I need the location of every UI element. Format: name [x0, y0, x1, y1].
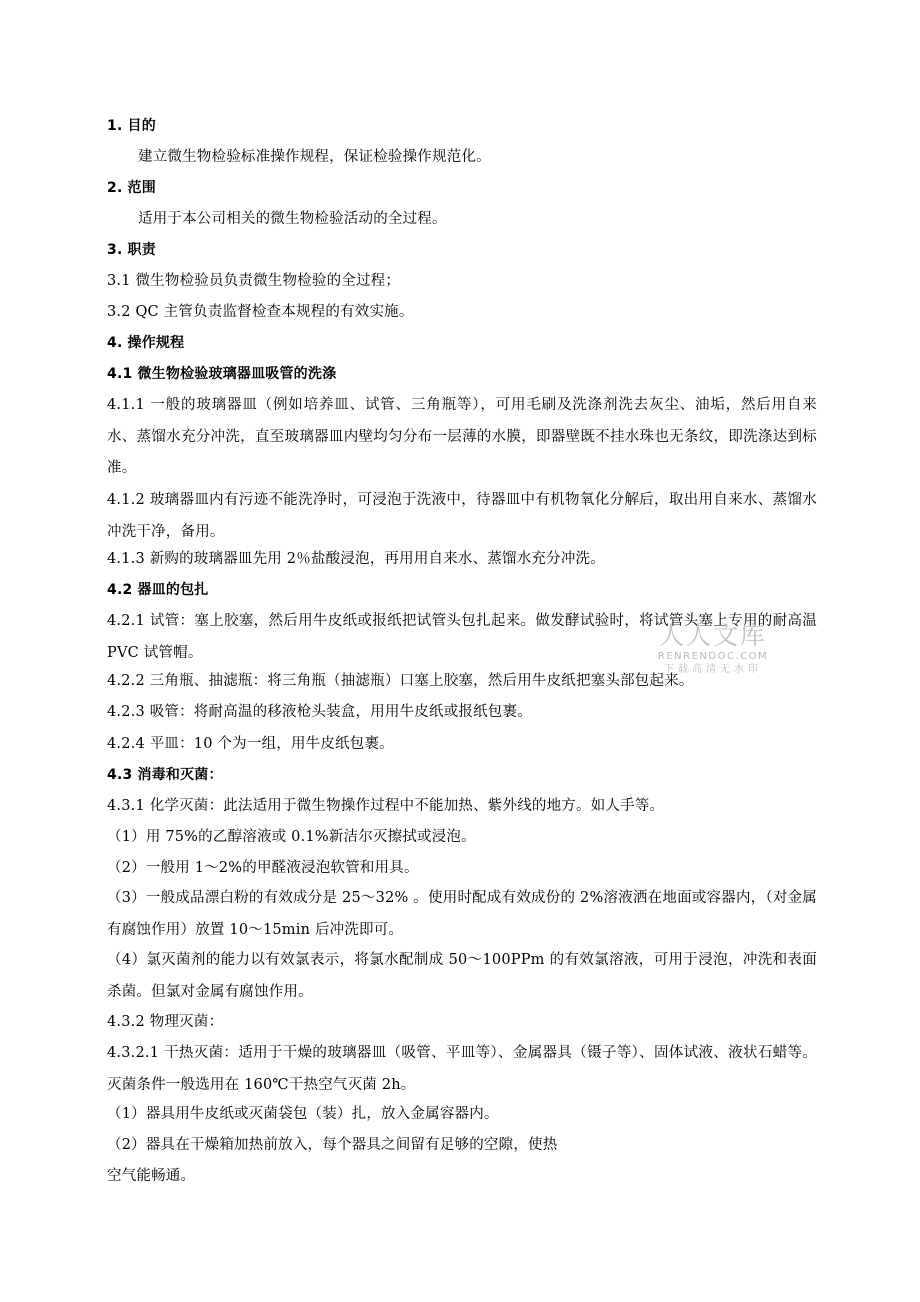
paragraph-4-2-1: 4.2.1 试管：塞上胶塞，然后用牛皮纸或报纸把试管头包扎起来。做发酵试验时，将试管头塞上专用的耐高温 PVC 试管帽。 — [107, 613, 817, 661]
section-3-1: 3.1 微生物检验员负责微生物检验的全过程； — [107, 273, 401, 289]
paragraph-4-3-1-item-2: （2）一般用 1～2%的甲醛液浸泡软管和用具。 — [107, 860, 419, 876]
section-1-body: 建立微生物检验标准操作规程，保证检验操作规范化。 — [138, 149, 491, 165]
paragraph-4-1-1: 4.1.1 一般的玻璃器皿（例如培养皿、试管、三角瓶等），可用毛刷及洗涤剂洗去灰尘、油垢，然后用自来水、蒸馏水充分冲洗，直至玻璃器皿内壁均匀分布一层薄的水膜，即器壁既不挂水珠也无条纹，即洗涤达到标准。 — [107, 397, 817, 477]
paragraph-4-3-2-1-item-1: （1）器具用牛皮纸或灭菌袋包（装）扎，放入金属容器内。 — [107, 1106, 499, 1122]
section-4-3-heading: 4.3 消毒和灭菌： — [107, 767, 223, 783]
paragraph-4-3-1-item-1: （1）用 75%的乙醇溶液或 0.1%新洁尔灭擦拭或浸泡。 — [107, 829, 476, 845]
paragraph-4-3-1-item-4: （4）氯灭菌剂的能力以有效氯表示，将氯水配制成 50～100PPm 的有效氯溶液，可用于浸泡，冲洗和表面杀菌。但氯对金属有腐蚀作用。 — [107, 952, 817, 1000]
section-2-body: 适用于本公司相关的微生物检验活动的全过程。 — [138, 211, 447, 227]
paragraph-4-3-2-1: 4.3.2.1 干热灭菌：适用于干燥的玻璃器皿（吸管、平皿等）、金属器具（镊子等）、固体试液、液状石蜡等。灭菌条件一般选用在 160℃干热空气灭菌 2h。 — [107, 1045, 817, 1093]
paragraph-4-2-4: 4.2.4 平皿：10 个为一组，用牛皮纸包裹。 — [107, 736, 394, 752]
paragraph-4-3-2-1-item-2-cont: 空气能畅通。 — [107, 1168, 196, 1184]
paragraph-4-2-2: 4.2.2 三角瓶、抽滤瓶：将三角瓶（抽滤瓶）口塞上胶塞，然后用牛皮纸把塞头部包起来。 — [107, 673, 694, 689]
paragraph-4-3-1-item-3: （3）一般成品漂白粉的有效成分是 25～32% 。使用时配成有效成份的 2%溶液洒在地面或容器内，（对金属有腐蚀作用）放置 10～15min 后冲洗即可。 — [107, 890, 817, 938]
watermark-subtitle: 下载高清无水印 — [664, 664, 762, 675]
section-4-heading: 4. 操作规程 — [107, 335, 185, 351]
paragraph-4-3-2: 4.3.2 物理灭菌： — [107, 1014, 224, 1030]
watermark-url: RENRENDOC.COM — [657, 651, 769, 662]
watermark-title: 人人文库 — [658, 621, 767, 650]
section-2-heading: 2. 范围 — [107, 180, 156, 196]
paragraph-4-1-2: 4.1.2 玻璃器皿内有污迹不能洗净时，可浸泡于洗液中，待器皿中有机物氧化分解后，取出用自来水、蒸馏水冲洗干净，备用。 — [107, 492, 817, 540]
section-4-2-heading: 4.2 器皿的包扎 — [107, 582, 209, 598]
section-3-2: 3.2 QC 主管负责监督检查本规程的有效实施。 — [107, 304, 414, 320]
section-4-1-heading: 4.1 微生物检验玻璃器皿吸管的洗涤 — [107, 366, 337, 382]
paragraph-4-3-1: 4.3.1 化学灭菌：此法适用于微生物操作过程中不能加热、紫外线的地方。如人手等。 — [107, 798, 665, 814]
paragraph-4-3-2-1-item-2: （2）器具在干燥箱加热前放入，每个器具之间留有足够的空隙，使热 — [107, 1137, 558, 1153]
section-3-heading: 3. 职责 — [107, 242, 156, 258]
paragraph-4-1-3: 4.1.3 新购的玻璃器皿先用 2％盐酸浸泡，再用用自来水、蒸馏水充分冲洗。 — [107, 551, 605, 567]
paragraph-4-2-3: 4.2.3 吸管：将耐高温的移液枪头装盒，用用牛皮纸或报纸包裹。 — [107, 704, 532, 720]
section-1-heading: 1. 目的 — [107, 118, 156, 134]
